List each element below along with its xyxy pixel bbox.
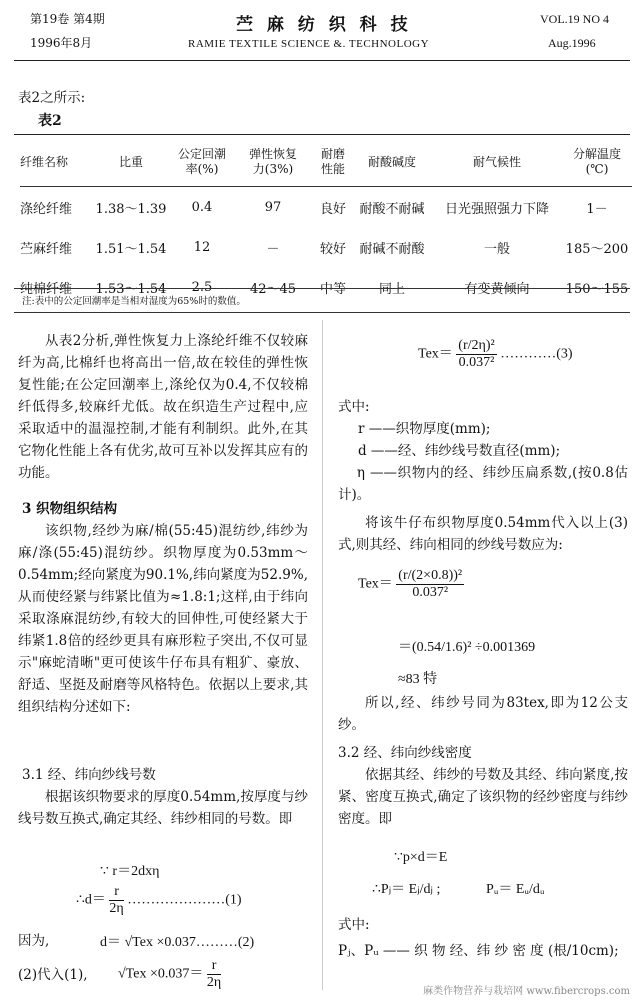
journal-title-en: RAMIE TEXTILE SCIENCE &. TECHNOLOGY <box>188 38 430 50</box>
equation-3-number: …………(3) <box>500 346 573 362</box>
table-cell: 纯棉纤维 <box>20 281 73 297</box>
substitution-label: (2)代入(1), <box>18 967 88 983</box>
table-cell: 1.53～1.54 <box>95 281 167 297</box>
watermark: 麻类作物营养与栽培网 www.fibercrops.com <box>423 986 630 997</box>
equation-1 <box>76 884 242 917</box>
header-rule <box>14 60 630 61</box>
date-en: Aug.1996 <box>548 36 596 50</box>
table-footnote: 注:表中的公定回潮率是当相对湿度为65%时的数值。 <box>22 296 246 307</box>
definition-r: r ——织物厚度(mm); <box>358 421 491 437</box>
table-cell: 涤纶纤维 <box>20 201 73 217</box>
header-cell: 纤维名称 <box>20 154 69 169</box>
because-label: 因为, <box>18 933 50 949</box>
equation-3-numerator: (r/2η)² <box>458 338 495 353</box>
equation-7: ∵p×d＝E <box>394 850 448 865</box>
header-cell: 比重 <box>118 154 143 169</box>
paragraph-density: 依据其经、纬纱的号数及其经、纬向紧度,按紧、密度互换式,确定了该织物的经纱密度与纬纱密度。即 <box>338 767 628 827</box>
table-cell: 同上 <box>378 281 405 297</box>
equation-4 <box>358 568 464 601</box>
table-row <box>20 227 632 267</box>
equation-8-weft: Pᵤ＝ Eᵤ/dᵤ <box>486 882 545 897</box>
paragraph-structure: 该织物,经纱为麻/棉(55:45)混纺纱,纬纱为麻/涤(55:45)混纺纱。织物厚度为0.53mm～0.54mm;经向紧度为90.1%,纬向紧度为52.9%,从而使经紧与纬紧比值为≈1.8:1;这样,由于纬向采取涤麻混纺纱,有较大的回伸性,可使经紧大于纬紧1.8倍的经纱更具有麻形粒子突出,不仅可显示"麻蛇清晰"更可使该牛仔布具有粗犷、豪放、舒适、坚挺及耐磨等风格特色。依据以上要求,其组织结构分述如下: <box>18 523 308 715</box>
header-cell: 公定回潮 率(%) <box>177 147 226 176</box>
table-header-row <box>20 138 632 187</box>
table-cell: 1.51～1.54 <box>95 241 167 257</box>
table-cell: 12 <box>193 239 211 255</box>
table-intro: 表2之所示: <box>18 90 86 106</box>
table-cell: 42～45 <box>249 281 297 297</box>
table-cell: 150～155 <box>565 281 629 297</box>
table-cell: 1－ <box>586 201 608 217</box>
table-cell: 0.4 <box>191 199 213 215</box>
table-bottom-rule <box>14 288 630 289</box>
header-cell: 耐磨 性能 <box>320 147 345 176</box>
table-cell: 2.5 <box>191 279 213 295</box>
header-cell: 耐酸碱度 <box>367 154 416 169</box>
table-cell: 耐酸不耐碱 <box>359 201 425 217</box>
table-cell: 中等 <box>319 281 346 297</box>
definition-eta: η ——织物内的经、纬纱压扁系数,(按0.8估计)。 <box>338 465 628 503</box>
table-cell: － <box>266 241 280 257</box>
table-cell: 有变黄倾向 <box>464 281 530 297</box>
table-cell: 苎麻纤维 <box>20 241 73 257</box>
equation-3-denominator: 0.037² <box>458 355 495 370</box>
section-3-1-heading: 3.1 经、纬向纱线号数 <box>22 767 156 783</box>
volume-issue-cn: 第19卷 第4期 <box>30 12 105 26</box>
table-cell: 良好 <box>319 201 346 217</box>
equation-substituted <box>118 958 221 991</box>
journal-title-cn: 苎 麻 纺 织 科 技 <box>236 15 412 35</box>
where-label-2: 式中: <box>338 917 370 933</box>
section-3-heading: 3 织物组织结构 <box>22 501 118 517</box>
equation-4-numerator: (r/(2×0.8))² <box>398 568 463 583</box>
header-cell: 弹性恢复 力(3%) <box>248 147 297 176</box>
section-3-2-heading: 3.2 经、纬向纱线密度 <box>338 745 472 761</box>
definition-density: Pⱼ、Pᵤ —— 织 物 经、纬 纱 密 度 (根/10cm); <box>338 943 619 959</box>
table-cell: 一般 <box>483 241 510 257</box>
where-label: 式中: <box>338 399 370 415</box>
table-cell: 耐碱不耐酸 <box>359 241 425 257</box>
table-cell: 185～200 <box>565 241 629 257</box>
table-cell: 97 <box>264 199 282 215</box>
paragraph-analysis: 从表2分析,弹性恢复力上涤纶纤维不仅较麻纤为高,比棉纤也将高出一倍,故在较佳的弹性恢复性能;在公定回潮率上,涤纶仅为0.4,不仅较棉纤低得多,较麻纤尤低。故在织造生产过程中,应采取适中的温湿控制,才能有利制织。此外,在其它物化性能上各有优劣,故可互补以发挥其应有的功能。 <box>18 333 308 481</box>
table-cell: 1.38～1.39 <box>95 201 167 217</box>
equation-4-lhs: Tex＝ <box>358 576 393 592</box>
date-cn: 1996年8月 <box>30 36 93 50</box>
column-divider <box>322 320 323 990</box>
equation-3 <box>418 338 573 371</box>
equation-substituted-denominator: 2η <box>206 975 222 990</box>
fiber-properties-table <box>20 138 632 307</box>
equation-3-lhs: Tex＝ <box>418 346 453 362</box>
equation-substituted-lhs: √Tex ×0.037＝ <box>118 966 204 982</box>
equation-1-numerator: r <box>109 884 123 901</box>
table-row <box>20 187 632 228</box>
equation-4-denominator: 0.037² <box>412 585 449 600</box>
paragraph-thickness: 根据该织物要求的厚度0.54mm,按厚度与纱线号数互换式,确定其经、纬纱相同的号数。即 <box>18 789 308 827</box>
paragraph-yarn-count: 所以,经、纬纱号同为83tex,即为12公支纱。 <box>338 695 628 733</box>
equation-2: d＝ √Tex ×0.037………(2) <box>100 935 255 950</box>
equation-1-number: …………………(1) <box>127 892 242 908</box>
equation-5: ＝(0.54/1.6)² ÷0.001369 <box>398 640 536 655</box>
table-top-rule <box>14 134 630 135</box>
header-cell: 分解温度 (℃) <box>572 147 621 176</box>
volume-issue-en: VOL.19 NO 4 <box>540 12 609 26</box>
footnote-rule <box>14 312 630 313</box>
equation-substituted-numerator: r <box>207 958 221 975</box>
equation-6: ≈83 特 <box>398 672 438 687</box>
table-cell: 较好 <box>319 241 346 257</box>
table-cell: 日光强照强力下降 <box>444 201 549 217</box>
header-cell: 耐气候性 <box>472 154 521 169</box>
paragraph-substitution: 将该牛仔布织物厚度0.54mm代入以上(3)式,则其经、纬向相同的纱线号数应为: <box>338 515 628 553</box>
definition-d: d ——经、纬纱线号数直径(mm); <box>358 443 561 459</box>
table-caption: 表2 <box>38 113 62 129</box>
equation-8-warp: ∴Pⱼ＝ Eⱼ/dⱼ ; <box>372 882 441 897</box>
equation-r: ∵ r＝2dxη <box>100 864 160 879</box>
equation-1-denominator: 2η <box>109 901 124 916</box>
equation-1-lhs: ∴d＝ <box>76 892 106 908</box>
